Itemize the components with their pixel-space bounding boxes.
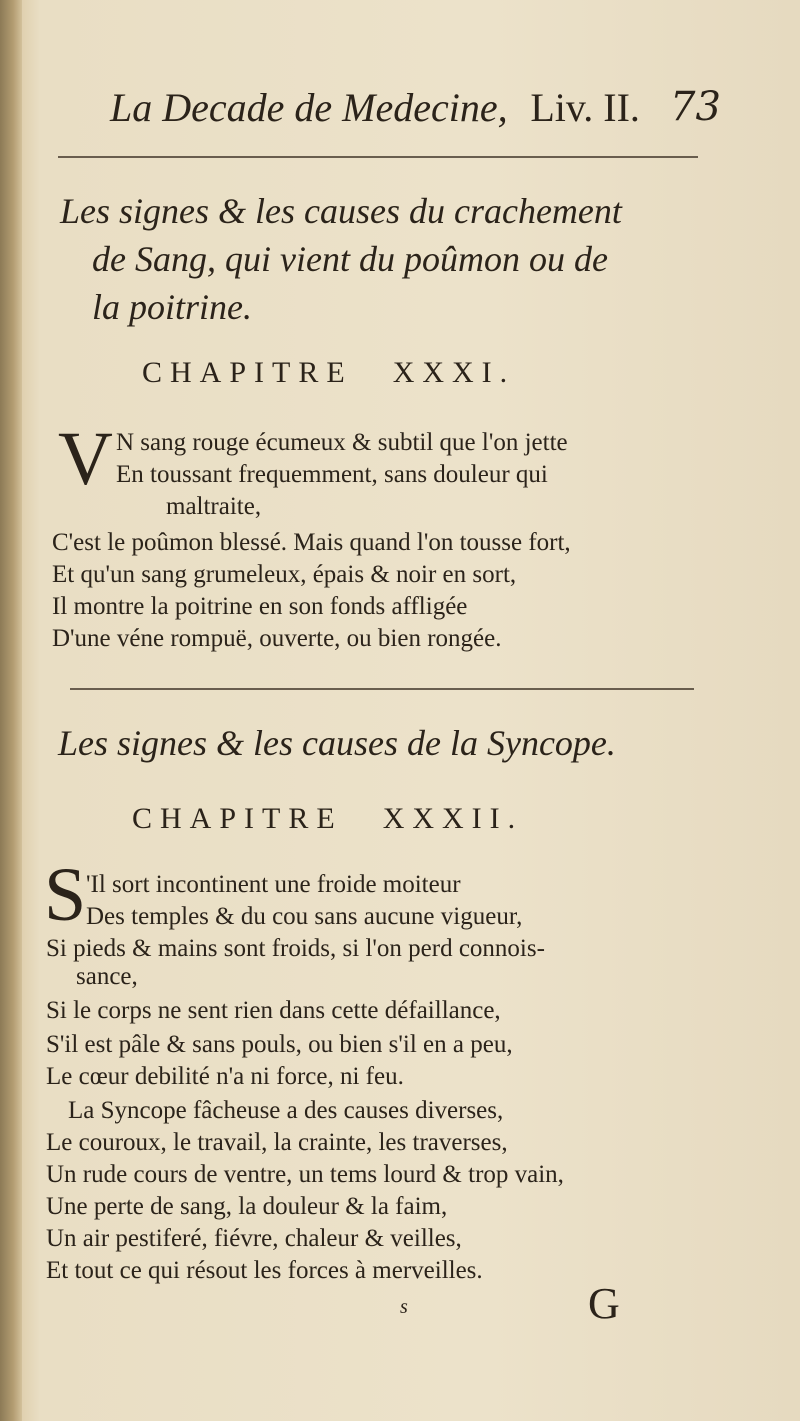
drop-cap: V — [58, 417, 113, 501]
verse-line: Le couroux, le travail, la crainte, les traverses, — [46, 1129, 508, 1156]
footer-mark: s — [400, 1296, 408, 1318]
verse-line: Et tout ce qui résout les forces à merveilles. — [46, 1257, 483, 1284]
verse-line: C'est le poûmon blessé. Mais quand l'on tousse fort, — [52, 529, 571, 556]
verse-line: Il montre la poitrine en son fonds affligée — [52, 593, 468, 620]
section-title: Les signes & les causes du crachement — [60, 191, 622, 231]
header-rule — [58, 156, 698, 158]
section-rule — [70, 688, 694, 690]
verse-line: En toussant frequemment, sans douleur qui — [116, 461, 548, 488]
section-title: de Sang, qui vient du poûmon ou de — [92, 239, 608, 279]
section-title: Les signes & les causes de la Syncope. — [58, 723, 616, 763]
verse-line: Et qu'un sang grumeleux, épais & noir en sort, — [52, 561, 517, 588]
header-book: Liv. II. — [530, 85, 640, 130]
section-title: la poitrine. — [92, 287, 252, 327]
verse-line: maltraite, — [166, 493, 262, 520]
signature-mark: G — [588, 1279, 620, 1328]
chapter-heading — [132, 802, 523, 836]
page-spine — [0, 0, 22, 1421]
verse-line: Un air pestiferé, fiévre, chaleur & veilles, — [46, 1225, 462, 1252]
page-number: 73 — [670, 84, 721, 130]
verse-line: Une perte de sang, la douleur & la faim, — [46, 1193, 448, 1220]
verse-line: S'il est pâle & sans pouls, ou bien s'il en a peu, — [46, 1031, 513, 1058]
chapter-heading — [142, 356, 515, 390]
verse-line: Le cœur debilité n'a ni force, ni feu. — [46, 1063, 404, 1090]
chapter-number: XXXI. — [392, 356, 516, 389]
drop-cap: S — [44, 853, 87, 937]
chapter-number: XXXII. — [382, 802, 524, 835]
verse-line: sance, — [76, 963, 138, 990]
chapter-word: CHAPITRE — [142, 356, 353, 389]
verse-line: D'une véne rompuë, ouverte, ou bien rongée. — [52, 625, 502, 652]
verse-line: Un rude cours de ventre, un tems lourd & trop vain, — [46, 1161, 564, 1188]
verse-line: Si pieds & mains sont froids, si l'on perd connois- — [46, 935, 545, 962]
chapter-word: CHAPITRE — [132, 802, 343, 835]
verse-line: La Syncope fâcheuse a des causes diverses, — [68, 1097, 504, 1124]
verse-line: 'Il sort incontinent une froide moiteur — [86, 871, 461, 898]
running-header — [110, 84, 750, 134]
header-title: La Decade de Medecine, — [110, 85, 508, 130]
verse-line: Si le corps ne sent rien dans cette défaillance, — [46, 997, 501, 1024]
verse-line: Des temples & du cou sans aucune vigueur, — [86, 903, 523, 930]
verse-line: N sang rouge écumeux & subtil que l'on jette — [116, 429, 568, 456]
